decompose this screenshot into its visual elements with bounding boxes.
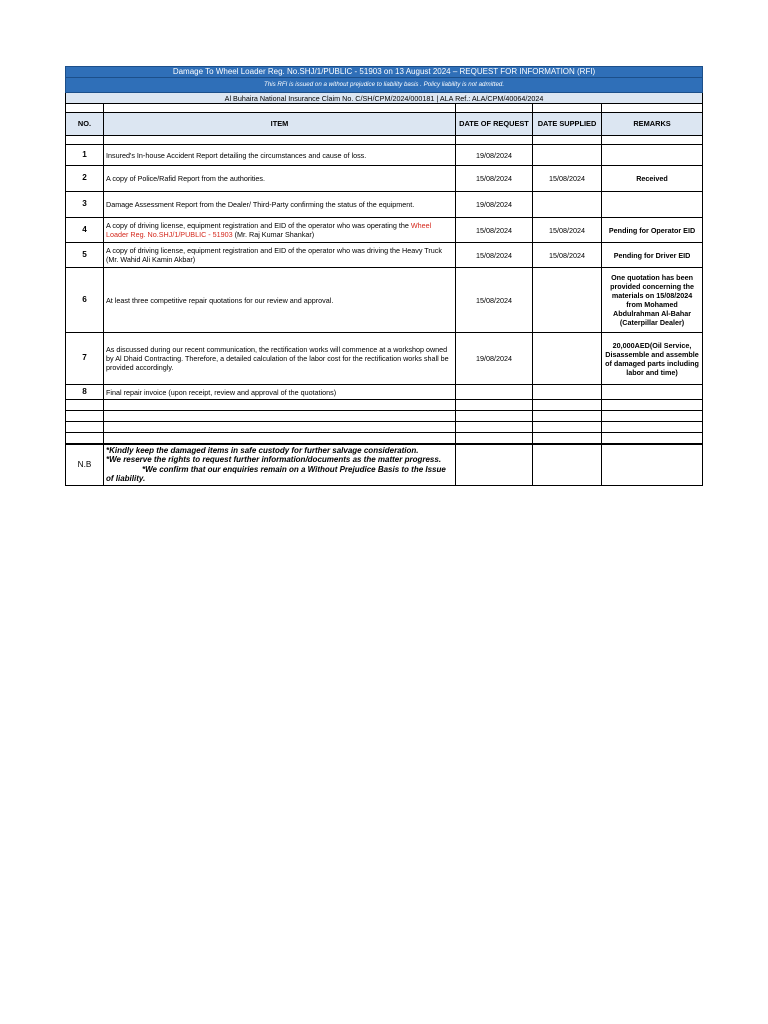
col-date-request-header: DATE OF REQUEST bbox=[456, 113, 533, 136]
nb-empty-cell bbox=[533, 444, 602, 486]
rfi-sheet bbox=[65, 66, 702, 486]
nb-note-3: *We confirm that our enquiries remain on a Without Prejudice Basis to the Issue of liability. bbox=[106, 464, 446, 484]
empty-row bbox=[66, 433, 703, 444]
nb-empty-cell bbox=[602, 444, 703, 486]
col-date-supplied-header: DATE SUPPLIED bbox=[533, 113, 602, 136]
row-number: 6 bbox=[66, 268, 104, 333]
row-date-request: 15/08/2024 bbox=[456, 166, 533, 192]
nb-label: N.B bbox=[66, 444, 104, 486]
row-item: A copy of driving license, equipment registration and EID of the operator who was driving the Heavy Truck (Mr. Wahid Ali Kamin Akbar) bbox=[104, 243, 456, 268]
row-number: 2 bbox=[66, 166, 104, 192]
table-row bbox=[66, 243, 703, 268]
row-number: 8 bbox=[66, 385, 104, 400]
row-number: 7 bbox=[66, 333, 104, 385]
row-date-request: 15/08/2024 bbox=[456, 243, 533, 268]
vehicle-registration: Wheel Loader Reg. No.SHJ/1/PUBLIC - 51903 bbox=[106, 221, 432, 239]
row-date-supplied: 15/08/2024 bbox=[533, 218, 602, 243]
row-item: Insured's In-house Accident Report detailing the circumstances and cause of loss. bbox=[104, 145, 456, 166]
document-title: Damage To Wheel Loader Reg. No.SHJ/1/PUBLIC - 51903 on 13 August 2024 – REQUEST FOR INFORMATION (RFI) bbox=[66, 67, 703, 78]
row-item: As discussed during our recent communication, the rectification works will commence at a workshop owned by Al Dhaid Contracting. Therefore, a detailed calculation of the labor cost for the rectification works shall be provided accordingly. bbox=[104, 333, 456, 385]
row-date-request: 19/08/2024 bbox=[456, 333, 533, 385]
rfi-table bbox=[65, 66, 703, 486]
table-row bbox=[66, 268, 703, 333]
nb-note-1: *Kindly keep the damaged items in safe custody for further salvage consideration. bbox=[106, 445, 419, 455]
operator-name: (Mr. Raj Kumar Shankar) bbox=[232, 230, 315, 239]
row-date-request: 15/08/2024 bbox=[456, 218, 533, 243]
col-item-header: ITEM bbox=[104, 113, 456, 136]
table-row bbox=[66, 218, 703, 243]
row-number: 4 bbox=[66, 218, 104, 243]
row-date-supplied bbox=[533, 333, 602, 385]
table-row bbox=[66, 385, 703, 400]
spacer-row bbox=[66, 104, 703, 113]
row-date-request: 19/08/2024 bbox=[456, 192, 533, 218]
row-remarks bbox=[602, 145, 703, 166]
row-date-request bbox=[456, 385, 533, 400]
row-remarks: Pending for Driver EID bbox=[602, 243, 703, 268]
nb-empty-cell bbox=[456, 444, 533, 486]
row-date-request: 19/08/2024 bbox=[456, 145, 533, 166]
row-item: A copy of Police/Rafid Report from the authorities. bbox=[104, 166, 456, 192]
empty-row bbox=[66, 422, 703, 433]
row-remarks bbox=[602, 192, 703, 218]
row-date-supplied bbox=[533, 385, 602, 400]
claim-reference: Al Buhaira National Insurance Claim No. C/SH/CPM/2024/000181 | ALA Ref.: ALA/CPM/40064/2024 bbox=[66, 93, 703, 104]
row-item: Damage Assessment Report from the Dealer/ Third-Party confirming the status of the equipment. bbox=[104, 192, 456, 218]
header-row bbox=[66, 113, 703, 136]
row-date-supplied: 15/08/2024 bbox=[533, 243, 602, 268]
row-remarks: 20,000AED(Oil Service, Disassemble and assemble of damaged parts including labor and time) bbox=[602, 333, 703, 385]
nb-notes bbox=[104, 444, 456, 486]
row-remarks bbox=[602, 385, 703, 400]
row-number: 5 bbox=[66, 243, 104, 268]
row-date-request: 15/08/2024 bbox=[456, 268, 533, 333]
row-date-supplied bbox=[533, 268, 602, 333]
spacer-row bbox=[66, 136, 703, 145]
table-row bbox=[66, 192, 703, 218]
row-item: At least three competitive repair quotations for our review and approval. bbox=[104, 268, 456, 333]
empty-row bbox=[66, 400, 703, 411]
row-date-supplied bbox=[533, 192, 602, 218]
row-number: 1 bbox=[66, 145, 104, 166]
row-remarks: One quotation has been provided concerning the materials on 15/08/2024 from Mohamed Abdulrahman Al-Bahar (Caterpillar Dealer) bbox=[602, 268, 703, 333]
row-item: Final repair invoice (upon receipt, review and approval of the quotations) bbox=[104, 385, 456, 400]
table-row bbox=[66, 145, 703, 166]
row-number: 3 bbox=[66, 192, 104, 218]
disclaimer-subtitle: This RFI is issued on a without prejudice to liability basis . Policy liability is not admitted. bbox=[66, 78, 703, 93]
row-item bbox=[104, 218, 456, 243]
row-remarks: Pending for Operator EID bbox=[602, 218, 703, 243]
row-remarks: Received bbox=[602, 166, 703, 192]
col-no-header: NO. bbox=[66, 113, 104, 136]
row-date-supplied bbox=[533, 145, 602, 166]
empty-row bbox=[66, 411, 703, 422]
row-date-supplied: 15/08/2024 bbox=[533, 166, 602, 192]
nb-row bbox=[66, 444, 703, 486]
table-row bbox=[66, 166, 703, 192]
col-remarks-header: REMARKS bbox=[602, 113, 703, 136]
nb-note-2: *We reserve the rights to request further information/documents as the matter progress. bbox=[106, 455, 442, 465]
table-row bbox=[66, 333, 703, 385]
item-text: A copy of driving license, equipment registration and EID of the operator who was operating the bbox=[106, 221, 411, 230]
